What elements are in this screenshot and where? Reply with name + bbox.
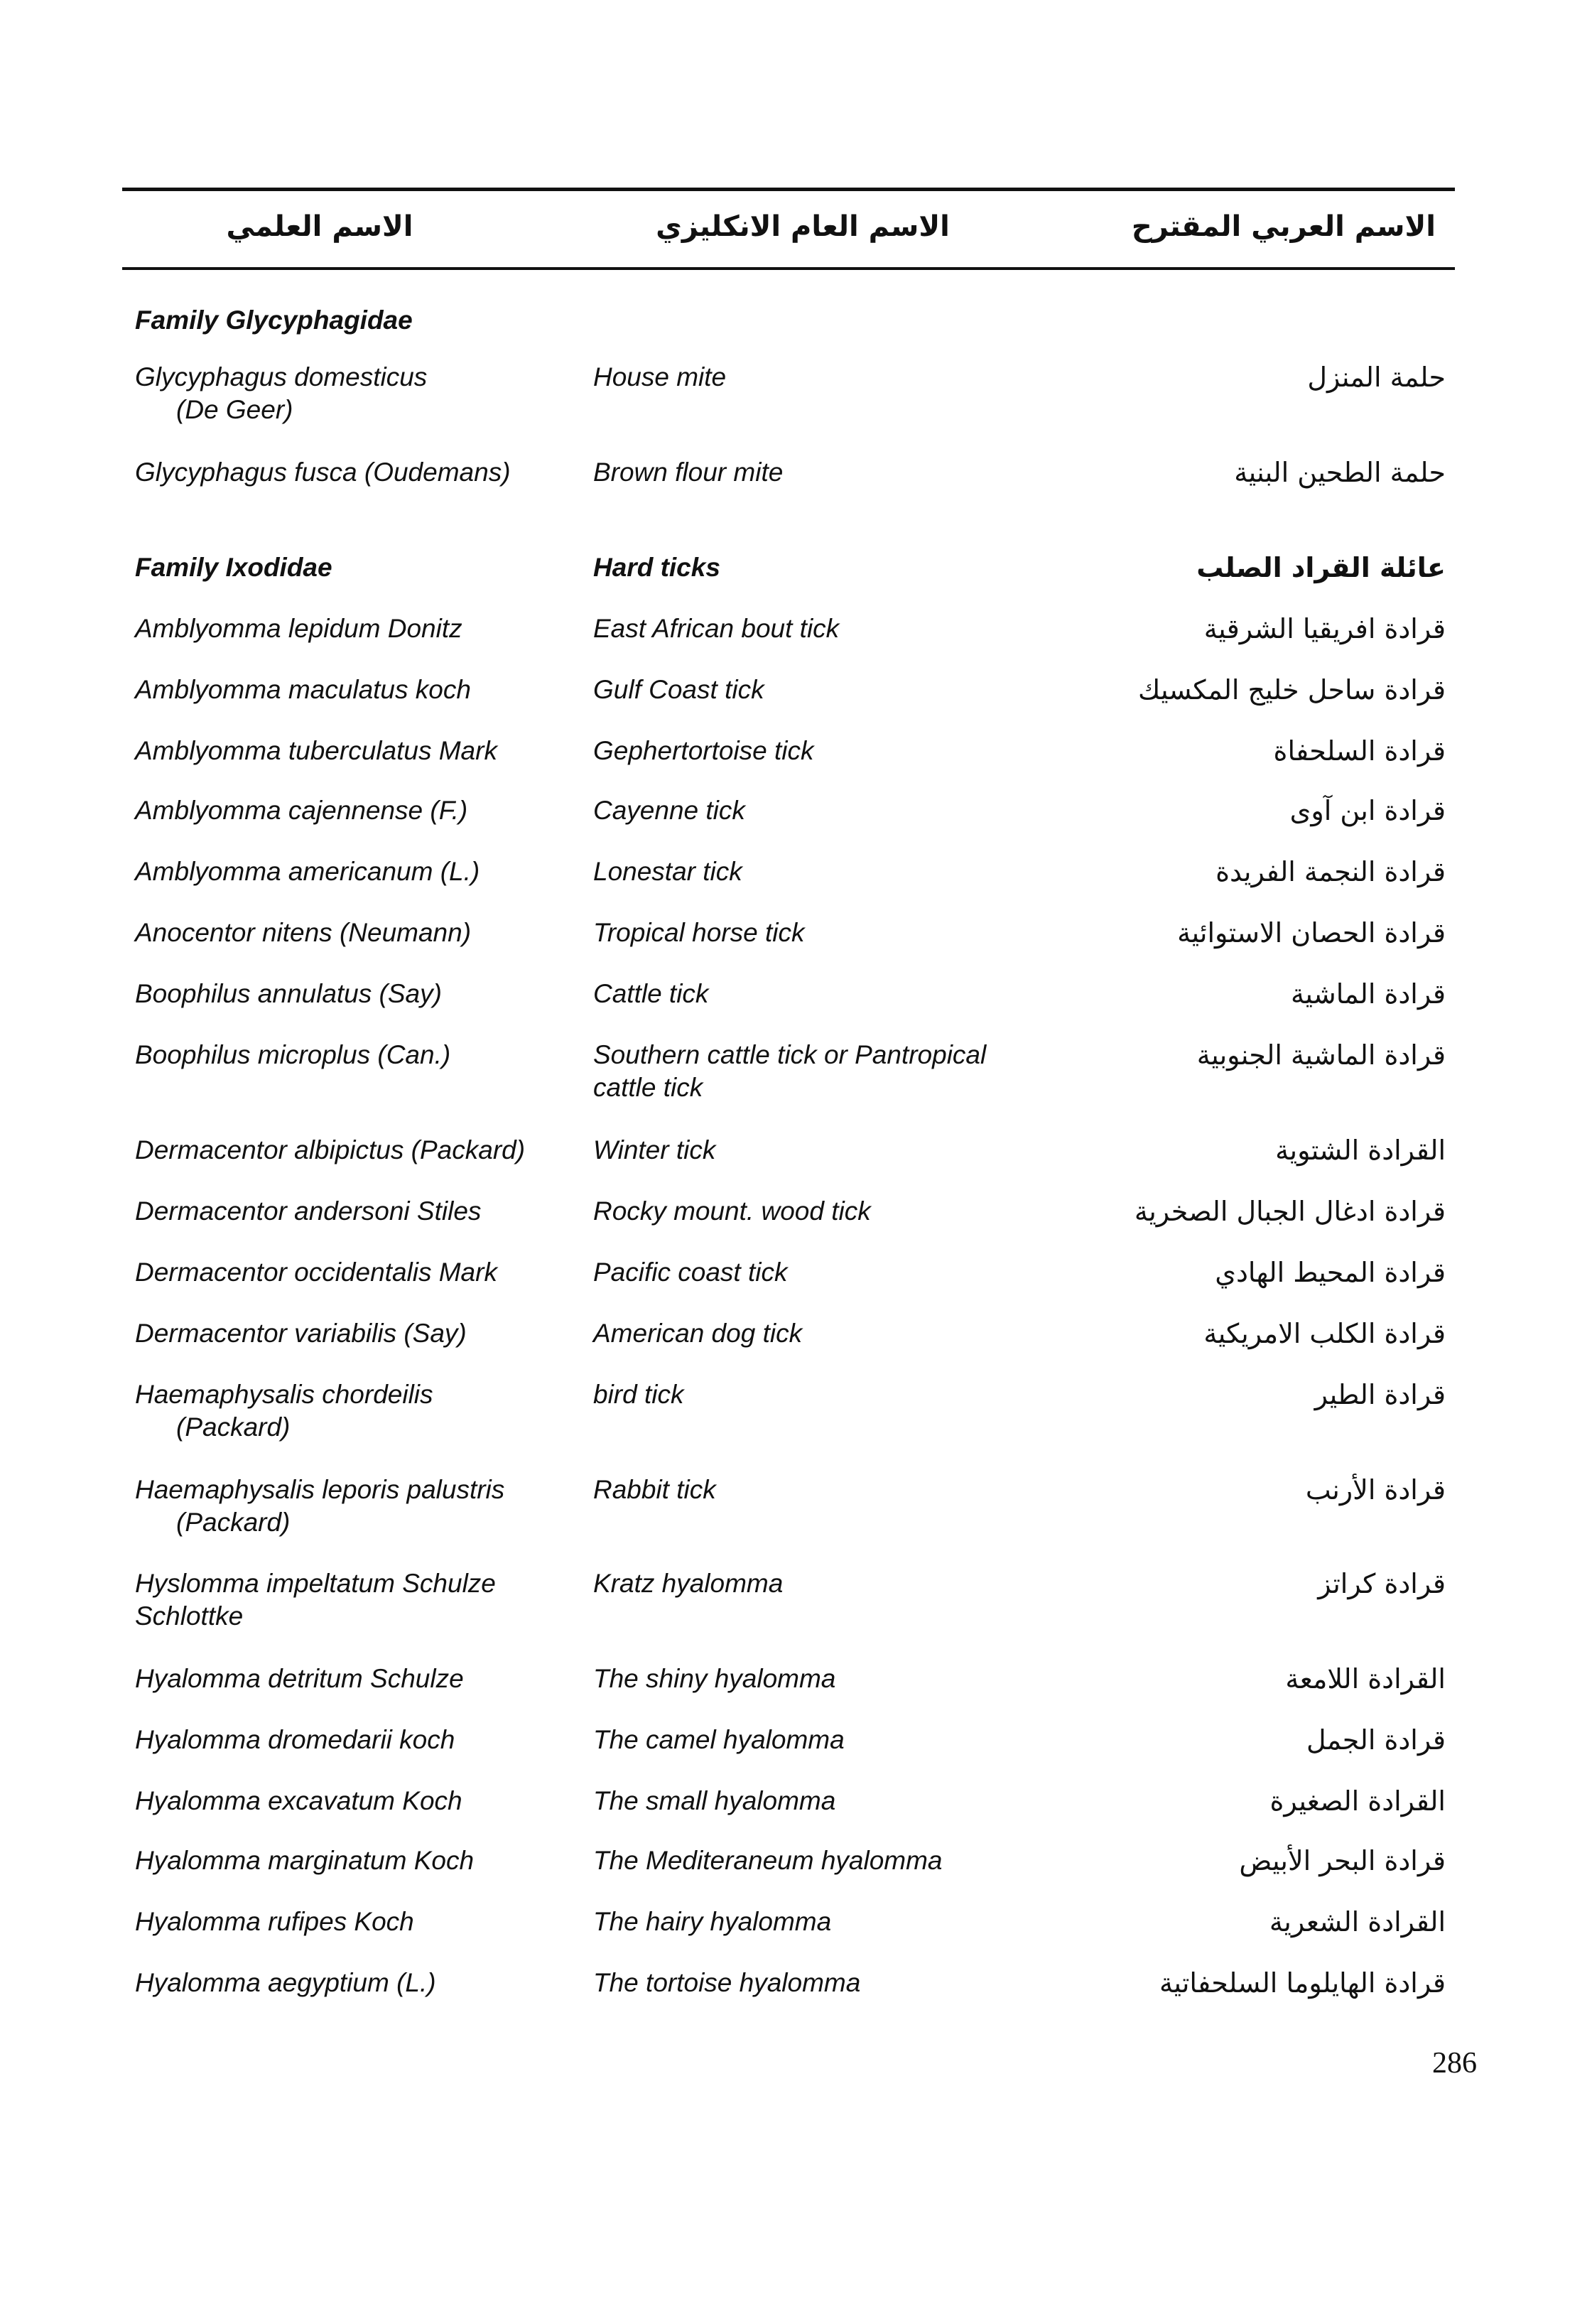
english-name-cell [593, 735, 814, 767]
table-row [0, 1474, 1592, 1537]
arabic-name-cell: قرادة الأرنب [1305, 1474, 1446, 1506]
scientific-name-line1: Amblyomma americanum (L.) [135, 857, 480, 886]
arabic-name-cell: قرادة الحصان الاستوائية [1177, 917, 1446, 948]
scientific-name-line1: Haemaphysalis leporis palustris [135, 1475, 505, 1504]
table-row [0, 1724, 1592, 1780]
english-name-line1: Rocky mount. wood tick [593, 1196, 871, 1226]
scientific-name-line2: (De Geer) [176, 395, 293, 424]
scientific-name-line1: Amblyomma lepidum Donitz [135, 614, 462, 643]
english-name-cell [593, 551, 720, 584]
english-name-cell [593, 1256, 787, 1289]
arabic-name-cell: قرادة ساحل خليج المكسيك [1138, 674, 1446, 706]
scientific-name-cell [135, 612, 462, 645]
english-name-line1: Winter tick [593, 1135, 716, 1164]
scientific-name-cell [135, 361, 427, 426]
english-name-line1: House mite [593, 362, 727, 391]
english-name-line1: The tortoise hyalomma [593, 1968, 861, 1997]
arabic-name-cell: قرادة ابن آوى [1289, 795, 1446, 826]
english-name-line1: Gephertortoise tick [593, 736, 814, 765]
arabic-name-cell: قرادة الماشية [1291, 978, 1446, 1010]
table-row [0, 456, 1592, 513]
scientific-name-line1: Hyslomma impeltatum Schulze [135, 1569, 496, 1598]
table-row [0, 917, 1592, 973]
english-name-line1: The hairy hyalomma [593, 1907, 832, 1936]
scientific-name-cell [135, 1039, 450, 1071]
scientific-name-line1: Hyalomma marginatum Koch [135, 1846, 475, 1875]
english-name-line1: Southern cattle tick or Pantropical [593, 1040, 987, 1069]
table-row [0, 735, 1592, 791]
table-row [0, 551, 1592, 608]
english-name-cell [593, 1906, 831, 1938]
english-name-line1: Hard ticks [593, 553, 720, 582]
page-number: 286 [1432, 2047, 1477, 2080]
scientific-name-cell [135, 456, 511, 489]
english-name-line1: Pacific coast tick [593, 1258, 788, 1287]
english-name-cell [593, 612, 839, 645]
english-name-line1: American dog tick [593, 1319, 803, 1348]
scientific-name-line2: (Packard) [176, 1412, 291, 1442]
scientific-name-cell [135, 1317, 467, 1350]
table-header-rule [122, 267, 1455, 270]
scientific-name-cell [135, 1724, 455, 1756]
arabic-name-cell: قرادة الطير [1314, 1379, 1446, 1410]
scientific-name-line1: Anocentor nitens (Neumann) [135, 918, 472, 947]
scientific-name-line2: Schlottke [135, 1601, 244, 1631]
scientific-name-cell [135, 794, 467, 827]
arabic-name-cell: قرادة الماشية الجنوبية [1196, 1039, 1446, 1071]
scientific-name-cell [135, 1967, 436, 1999]
scientific-name-cell [135, 1195, 481, 1228]
english-name-cell [593, 674, 764, 706]
scientific-name-line1: Boophilus microplus (Can.) [135, 1040, 451, 1069]
scientific-name-cell [135, 978, 442, 1010]
scientific-name-cell [135, 1906, 414, 1938]
english-name-cell [593, 361, 726, 394]
header-english-name: الاسم العام الانكليزي [656, 210, 950, 243]
table-row [0, 1378, 1592, 1442]
table-row [0, 1317, 1592, 1374]
english-name-line1: bird tick [593, 1380, 684, 1409]
arabic-name-cell: قرادة السلحفاة [1273, 735, 1446, 767]
arabic-name-cell: قرادة الهايلوما السلحفاتية [1159, 1967, 1446, 1999]
english-name-line2: cattle tick [593, 1073, 703, 1102]
scientific-name-line1: Dermacentor variabilis (Say) [135, 1319, 467, 1348]
scientific-name-line1: Dermacentor occidentalis Mark [135, 1258, 497, 1287]
scientific-name-line1: Glycyphagus domesticus [135, 362, 428, 391]
english-name-line1: East African bout tick [593, 614, 840, 643]
english-name-cell [593, 978, 708, 1010]
english-name-cell [593, 1317, 802, 1350]
scientific-name-line1: Hyalomma dromedarii koch [135, 1725, 455, 1754]
arabic-name-cell: القرادة الصغيرة [1269, 1785, 1446, 1817]
english-name-cell [593, 917, 804, 949]
arabic-name-cell: قرادة الكلب الامريكية [1203, 1318, 1446, 1349]
english-name-line1: Kratz hyalomma [593, 1569, 784, 1598]
arabic-name-cell: حلمة المنزل [1307, 362, 1446, 393]
table-row [0, 1785, 1592, 1842]
table-row [0, 612, 1592, 669]
table-row [0, 1967, 1592, 2023]
scientific-name-cell [135, 917, 471, 949]
table-row [0, 674, 1592, 730]
scientific-name-cell [135, 1567, 496, 1633]
table-row [0, 1256, 1592, 1313]
english-name-cell [593, 1844, 943, 1877]
english-name-line1: The small hyalomma [593, 1786, 836, 1815]
table-row [0, 1039, 1592, 1102]
english-name-line1: The shiny hyalomma [593, 1664, 836, 1693]
scientific-name-line1: Boophilus annulatus (Say) [135, 979, 442, 1008]
scientific-name-cell [135, 1785, 462, 1817]
scientific-name-cell [135, 304, 413, 337]
table-row [0, 1567, 1592, 1631]
english-name-cell [593, 1134, 715, 1167]
english-name-line1: The Mediteraneum hyalomma [593, 1846, 943, 1875]
arabic-name-cell: قرادة النجمة الفريدة [1215, 856, 1446, 887]
arabic-name-cell: القرادة اللامعة [1285, 1663, 1446, 1695]
table-row [0, 978, 1592, 1034]
table-row [0, 855, 1592, 912]
table-row [0, 1134, 1592, 1191]
scientific-name-line1: Glycyphagus fusca (Oudemans) [135, 458, 511, 487]
table-row [0, 1906, 1592, 1962]
english-name-line1: Tropical horse tick [593, 918, 805, 947]
english-name-cell [593, 1663, 835, 1695]
arabic-name-cell: حلمة الطحين البنية [1234, 457, 1446, 488]
table-top-rule [122, 188, 1455, 191]
arabic-name-cell: قرادة البحر الأبيض [1239, 1845, 1446, 1876]
english-name-line1: Brown flour mite [593, 458, 784, 487]
scientific-name-line1: Amblyomma cajennense (F.) [135, 796, 468, 825]
scientific-name-line1: Hyalomma detritum Schulze [135, 1664, 464, 1693]
english-name-cell [593, 1967, 860, 1999]
english-name-cell [593, 456, 783, 489]
table-row [0, 1844, 1592, 1901]
scientific-name-cell [135, 855, 480, 888]
arabic-name-cell: القرادة الشتوية [1275, 1135, 1446, 1166]
scientific-name-line1: Amblyomma maculatus koch [135, 675, 471, 704]
english-name-line1: Cattle tick [593, 979, 709, 1008]
arabic-name-cell: قرادة كراتز [1318, 1568, 1446, 1599]
scientific-name-line1: Family Glycyphagidae [135, 306, 413, 335]
header-scientific-name: الاسم العلمي [226, 210, 413, 243]
scientific-name-line1: Haemaphysalis chordeilis [135, 1380, 433, 1409]
english-name-cell [593, 1378, 683, 1411]
scientific-name-line1: Dermacentor andersoni Stiles [135, 1196, 482, 1226]
scientific-name-line1: Family Ixodidae [135, 553, 332, 582]
english-name-cell [593, 794, 745, 827]
english-name-cell [593, 1474, 716, 1506]
english-name-cell [593, 1724, 845, 1756]
english-name-cell [593, 1195, 871, 1228]
arabic-name-cell: القرادة الشعرية [1269, 1906, 1446, 1937]
scientific-name-line2: (Packard) [176, 1508, 291, 1537]
scientific-name-line1: Dermacentor albipictus (Packard) [135, 1135, 526, 1164]
arabic-name-cell: عائلة القراد الصلب [1196, 552, 1446, 583]
table-row [0, 361, 1592, 424]
scientific-name-line1: Hyalomma excavatum Koch [135, 1786, 462, 1815]
scientific-name-cell [135, 1378, 433, 1444]
arabic-name-cell: قرادة افريقيا الشرقية [1203, 613, 1446, 644]
english-name-line1: The camel hyalomma [593, 1725, 845, 1754]
scientific-name-line1: Hyalomma aegyptium (L.) [135, 1968, 436, 1997]
header-arabic-name: الاسم العربي المقترح [1131, 210, 1436, 243]
english-name-line1: Cayenne tick [593, 796, 745, 825]
scientific-name-cell [135, 1134, 525, 1167]
scientific-name-cell [135, 1256, 497, 1289]
scientific-name-line1: Amblyomma tuberculatus Mark [135, 736, 497, 765]
scientific-name-cell [135, 1474, 504, 1539]
arabic-name-cell: قرادة ادغال الجبال الصخرية [1134, 1196, 1446, 1227]
table-row [0, 1195, 1592, 1252]
scientific-name-cell [135, 735, 497, 767]
scientific-name-cell [135, 1663, 464, 1695]
english-name-cell [593, 1567, 783, 1600]
scientific-name-cell [135, 674, 471, 706]
arabic-name-cell: قرادة الجمل [1306, 1724, 1446, 1756]
english-name-line1: Rabbit tick [593, 1475, 716, 1504]
table-row [0, 304, 1592, 361]
table-row [0, 1663, 1592, 1719]
arabic-name-cell: قرادة المحيط الهادي [1215, 1257, 1446, 1288]
english-name-cell [593, 1039, 986, 1104]
scientific-name-line1: Hyalomma rufipes Koch [135, 1907, 414, 1936]
english-name-line1: Lonestar tick [593, 857, 742, 886]
english-name-line1: Gulf Coast tick [593, 675, 764, 704]
english-name-cell [593, 855, 742, 888]
scientific-name-cell [135, 1844, 474, 1877]
table-row [0, 794, 1592, 851]
scientific-name-cell [135, 551, 332, 584]
english-name-cell [593, 1785, 835, 1817]
